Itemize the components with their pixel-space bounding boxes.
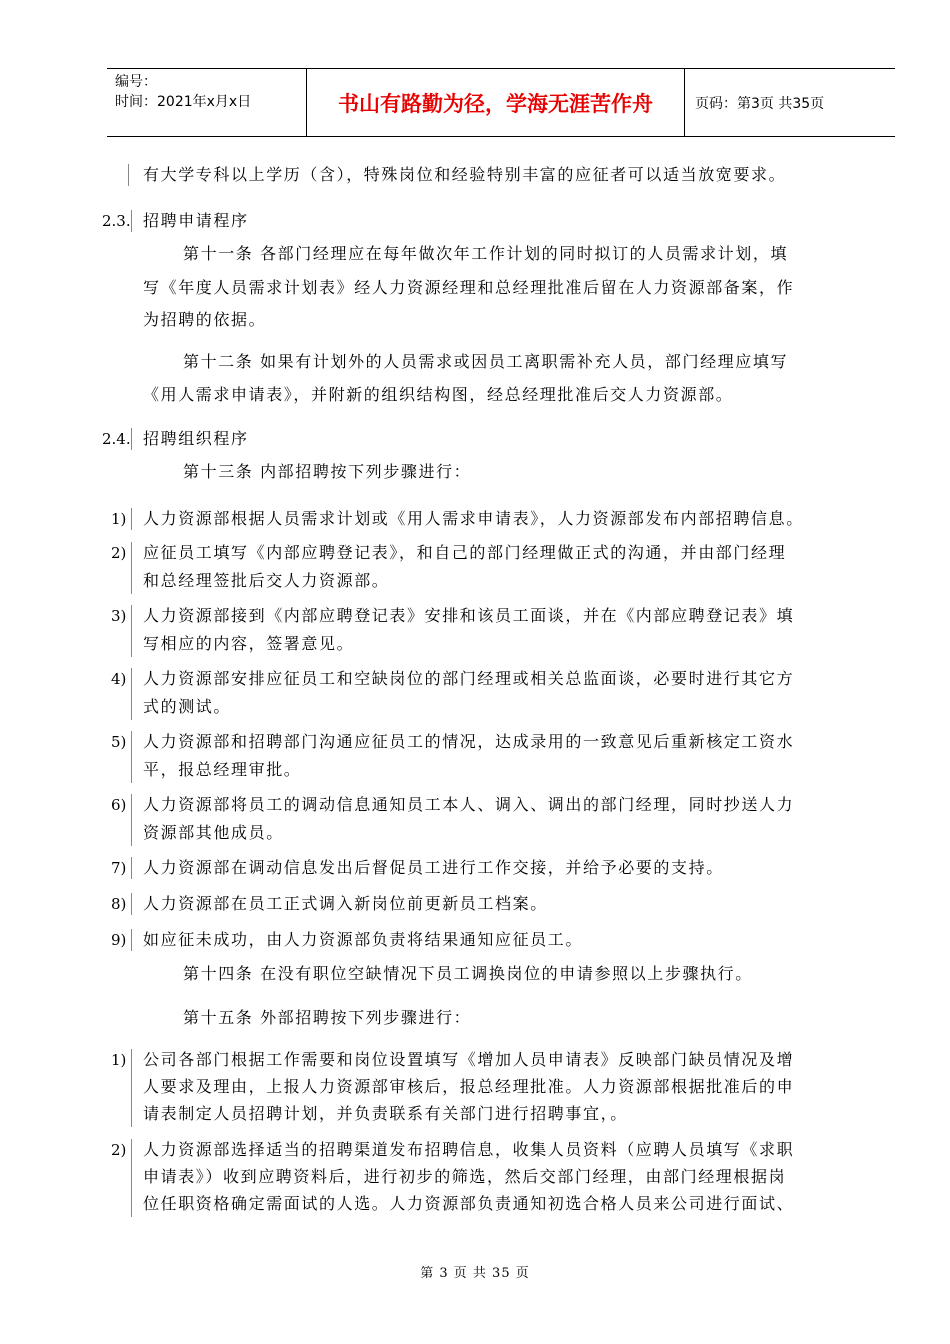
list-number: 9) xyxy=(111,931,127,949)
list-item: 资源部其他成员。 xyxy=(143,823,284,842)
list-item: 和总经理签批后交人力资源部。 xyxy=(143,571,390,590)
paragraph-marker xyxy=(131,893,132,915)
header-motto: 书山有路勤为径，学海无涯苦作舟 xyxy=(307,69,685,136)
list-item: 应征员工填写《内部应聘登记表》，和自己的部门经理做正式的沟通，并由部门经理 xyxy=(143,543,787,562)
page-footer: 第 3 页 共 35 页 xyxy=(420,1266,530,1281)
list-number: 4) xyxy=(111,670,127,688)
section-number: 2.3. xyxy=(102,212,131,230)
paragraph-marker xyxy=(131,428,132,450)
header-meta xyxy=(107,69,307,136)
section-number: 2.4. xyxy=(102,430,131,448)
list-item: 人力资源部选择适当的招聘渠道发布招聘信息，收集人员资料（应聘人员填写《求职 xyxy=(143,1140,795,1159)
list-item: 如应征未成功，由人力资源部负责将结果通知应征员工。 xyxy=(143,930,584,949)
article-line: 为招聘的依据。 xyxy=(143,310,267,329)
article-line: 第十四条 在没有职位空缺情况下员工调换岗位的申请参照以上步骤执行。 xyxy=(183,964,753,983)
paragraph-marker xyxy=(131,210,132,232)
section-title: 招聘组织程序 xyxy=(143,429,249,448)
list-number: 1) xyxy=(111,510,127,528)
article-line: 写《年度人员需求计划表》经人力资源经理和总经理批准后留在人力资源部备案，作 xyxy=(143,278,795,297)
list-item: 位任职资格确定需面试的人选。人力资源部负责通知初选合格人员来公司进行面试、 xyxy=(143,1194,795,1213)
list-item: 人力资源部将员工的调动信息通知员工本人、调入、调出的部门经理，同时抄送人力 xyxy=(143,795,795,814)
paragraph-marker xyxy=(131,1139,132,1217)
list-item: 式的测试。 xyxy=(143,697,232,716)
list-number: 5) xyxy=(111,733,127,751)
list-item: 人力资源部和招聘部门沟通应征员工的情况，达成录用的一致意见后重新核定工资水 xyxy=(143,732,795,751)
doc-time-label: 时间：2021年x月x日 xyxy=(115,94,252,110)
list-item: 人要求及理由，上报人力资源部审核后，报总经理批准。人力资源部根据批准后的申 xyxy=(143,1077,795,1096)
header-page-label: 页码：第3页 共35页 xyxy=(695,95,825,112)
list-number: 7) xyxy=(111,859,127,877)
list-item: 写相应的内容，签署意见。 xyxy=(143,634,355,653)
list-number: 3) xyxy=(111,607,127,625)
list-number: 2) xyxy=(111,1141,127,1159)
paragraph-marker xyxy=(131,731,132,783)
doc-code-label: 编号： xyxy=(115,74,157,90)
article-line: 第十五条 外部招聘按下列步骤进行： xyxy=(183,1008,472,1027)
list-item: 人力资源部在员工正式调入新岗位前更新员工档案。 xyxy=(143,894,548,913)
paragraph-marker xyxy=(131,542,132,594)
article-line: 《用人需求申请表》，并附新的组织结构图，经总经理批准后交人力资源部。 xyxy=(143,385,734,404)
paragraph-marker xyxy=(131,508,132,530)
paragraph-marker xyxy=(131,605,132,657)
list-item: 请表制定人员招聘计划，并负责联系有关部门进行招聘事宜，。 xyxy=(143,1104,628,1123)
paragraph-marker xyxy=(131,929,132,951)
paragraph-line: 有大学专科以上学历（含），特殊岗位和经验特别丰富的应征者可以适当放宽要求。 xyxy=(143,165,787,184)
page-header xyxy=(107,68,895,137)
list-number: 8) xyxy=(111,895,127,913)
list-item: 人力资源部接到《内部应聘登记表》安排和该员工面谈，并在《内部应聘登记表》填 xyxy=(143,606,795,625)
list-number: 6) xyxy=(111,796,127,814)
article-line: 第十三条 内部招聘按下列步骤进行： xyxy=(183,462,472,481)
list-item: 平，报总经理审批。 xyxy=(143,760,302,779)
article-line: 第十二条 如果有计划外的人员需求或因员工离职需补充人员，部门经理应填写 xyxy=(183,352,789,371)
list-number: 2) xyxy=(111,544,127,562)
paragraph-marker xyxy=(131,668,132,720)
list-item: 申请表》）收到应聘资料后，进行初步的筛选，然后交部门经理，由部门经理根据岗 xyxy=(143,1167,787,1186)
paragraph-marker xyxy=(128,164,129,186)
list-number: 1) xyxy=(111,1051,127,1069)
list-item: 人力资源部安排应征员工和空缺岗位的部门经理或相关总监面谈，必要时进行其它方 xyxy=(143,669,795,688)
paragraph-marker xyxy=(131,857,132,879)
list-item: 人力资源部在调动信息发出后督促员工进行工作交接，并给予必要的支持。 xyxy=(143,858,724,877)
article-line: 第十一条 各部门经理应在每年做次年工作计划的同时拟订的人员需求计划，填 xyxy=(183,244,789,263)
paragraph-marker xyxy=(131,1049,132,1127)
paragraph-marker xyxy=(131,794,132,846)
list-item: 人力资源部根据人员需求计划或《用人需求申请表》，人力资源部发布内部招聘信息。 xyxy=(143,509,804,528)
list-item: 公司各部门根据工作需要和岗位设置填写《增加人员申请表》反映部门缺员情况及增 xyxy=(143,1050,795,1069)
section-title: 招聘申请程序 xyxy=(143,211,249,230)
